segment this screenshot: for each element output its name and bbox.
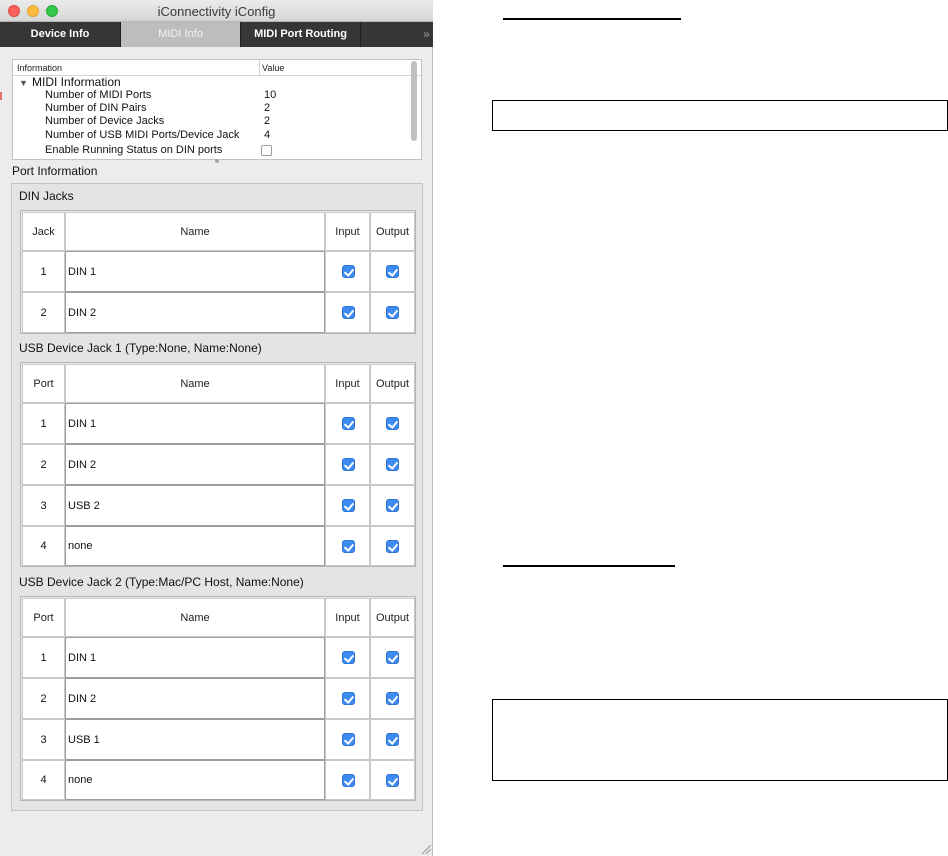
window-title: iConnectivity iConfig	[157, 4, 276, 19]
port-name-field[interactable]: DIN 1	[65, 637, 325, 678]
info-row-running-status[interactable]	[13, 144, 411, 157]
port-number: 2	[22, 678, 65, 719]
input-cell	[325, 678, 370, 719]
midi-information-group[interactable]: MIDI Information	[32, 75, 121, 89]
port-number: 4	[22, 760, 65, 800]
usb-device-jack-2-title: USB Device Jack 2 (Type:Mac/PC Host, Name:None)	[19, 575, 304, 589]
title-bar[interactable]	[0, 0, 433, 22]
input-checkbox[interactable]	[342, 458, 355, 471]
input-checkbox[interactable]	[342, 774, 355, 787]
header-output: Output	[370, 212, 415, 251]
info-row-label: Number of USB MIDI Ports/Device Jack	[45, 129, 240, 141]
tab-midi-port-routing[interactable]: MIDI Port Routing	[241, 22, 361, 47]
underline-rule-top	[503, 18, 681, 20]
port-number: 3	[22, 719, 65, 760]
empty-box-top	[492, 100, 948, 131]
input-cell	[325, 292, 370, 333]
info-row-midi-ports[interactable]	[13, 89, 411, 102]
header-name: Name	[65, 212, 325, 251]
tab-midi-info[interactable]: MIDI Info	[121, 22, 241, 47]
header-input: Input	[325, 598, 370, 637]
input-checkbox[interactable]	[342, 692, 355, 705]
header-input: Input	[325, 364, 370, 403]
input-cell	[325, 637, 370, 678]
port-number: 3	[22, 485, 65, 526]
info-table-scrollbar[interactable]	[411, 61, 417, 141]
input-checkbox[interactable]	[342, 540, 355, 553]
port-number: 4	[22, 526, 65, 566]
output-cell	[370, 637, 415, 678]
output-checkbox[interactable]	[386, 733, 399, 746]
input-checkbox[interactable]	[342, 733, 355, 746]
usb-device-jack-1-title: USB Device Jack 1 (Type:None, Name:None)	[19, 341, 262, 355]
info-row-label: Enable Running Status on DIN ports	[45, 144, 223, 156]
input-cell	[325, 485, 370, 526]
port-number: 1	[22, 403, 65, 444]
output-checkbox[interactable]	[386, 774, 399, 787]
header-input: Input	[325, 212, 370, 251]
usb-device-jack-1-table	[20, 362, 416, 567]
port-number: 1	[22, 637, 65, 678]
column-header-value[interactable]: Value	[262, 63, 285, 73]
output-checkbox[interactable]	[386, 540, 399, 553]
running-status-checkbox[interactable]	[261, 145, 272, 156]
input-cell	[325, 403, 370, 444]
iconfig-window	[0, 0, 433, 856]
output-cell	[370, 292, 415, 333]
output-cell	[370, 251, 415, 292]
jack-name-field[interactable]: DIN 1	[65, 251, 325, 292]
output-cell	[370, 678, 415, 719]
info-row-value: 10	[264, 89, 277, 101]
output-checkbox[interactable]	[386, 692, 399, 705]
port-information-label: Port Information	[12, 164, 98, 178]
output-checkbox[interactable]	[386, 499, 399, 512]
more-tabs-icon[interactable]: »	[423, 27, 430, 41]
info-row-usb-midi-ports[interactable]	[13, 129, 411, 142]
empty-box-bottom	[492, 699, 948, 781]
port-name-field[interactable]: USB 1	[65, 719, 325, 760]
jack-number: 2	[22, 292, 65, 333]
input-checkbox[interactable]	[342, 499, 355, 512]
input-cell	[325, 444, 370, 485]
info-row-label: Number of DIN Pairs	[45, 102, 147, 114]
output-cell	[370, 760, 415, 800]
info-row-label: Number of Device Jacks	[45, 115, 165, 127]
info-table-header	[13, 60, 421, 76]
port-name-field[interactable]: none	[65, 526, 325, 566]
din-jacks-title: DIN Jacks	[19, 189, 74, 203]
info-row-din-pairs[interactable]	[13, 102, 411, 115]
input-cell	[325, 526, 370, 566]
split-resize-handle[interactable]	[215, 159, 219, 163]
input-checkbox[interactable]	[342, 265, 355, 278]
output-cell	[370, 403, 415, 444]
input-cell	[325, 251, 370, 292]
output-checkbox[interactable]	[386, 651, 399, 664]
output-cell	[370, 485, 415, 526]
tab-device-info[interactable]: Device Info	[0, 22, 121, 47]
info-row-value: 2	[264, 102, 271, 114]
input-checkbox[interactable]	[342, 651, 355, 664]
column-header-information[interactable]: Information	[17, 63, 63, 73]
input-checkbox[interactable]	[342, 417, 355, 430]
port-name-field[interactable]: DIN 1	[65, 403, 325, 444]
header-port: Port	[22, 598, 65, 637]
info-row-value: 4	[264, 129, 271, 141]
header-output: Output	[370, 598, 415, 637]
jack-number: 1	[22, 251, 65, 292]
info-row-value: 2	[264, 115, 271, 127]
port-name-field[interactable]: DIN 2	[65, 444, 325, 485]
input-cell	[325, 719, 370, 760]
header-name: Name	[65, 598, 325, 637]
disclosure-triangle-icon[interactable]: ▼	[19, 78, 28, 88]
resize-grip-icon[interactable]	[420, 843, 432, 855]
output-checkbox[interactable]	[386, 265, 399, 278]
edge-mark	[0, 92, 2, 100]
port-number: 2	[22, 444, 65, 485]
output-cell	[370, 526, 415, 566]
port-name-field[interactable]: none	[65, 760, 325, 800]
underline-rule-bottom	[503, 565, 675, 567]
info-row-label: Number of MIDI Ports	[45, 89, 152, 101]
output-checkbox[interactable]	[386, 306, 399, 319]
midi-information-table	[12, 59, 422, 160]
input-cell	[325, 760, 370, 800]
port-name-field[interactable]: DIN 2	[65, 678, 325, 719]
output-checkbox[interactable]	[386, 458, 399, 471]
jack-name-field[interactable]: DIN 2	[65, 292, 325, 333]
output-cell	[370, 444, 415, 485]
port-name-field[interactable]: USB 2	[65, 485, 325, 526]
tab-bar	[0, 22, 433, 47]
header-output: Output	[370, 364, 415, 403]
info-row-device-jacks[interactable]	[13, 115, 411, 128]
usb-device-jack-2-table	[20, 596, 416, 801]
output-cell	[370, 719, 415, 760]
column-divider[interactable]	[259, 60, 260, 75]
header-name: Name	[65, 364, 325, 403]
din-jacks-table	[20, 210, 416, 334]
output-checkbox[interactable]	[386, 417, 399, 430]
header-port: Port	[22, 364, 65, 403]
header-jack: Jack	[22, 212, 65, 251]
input-checkbox[interactable]	[342, 306, 355, 319]
